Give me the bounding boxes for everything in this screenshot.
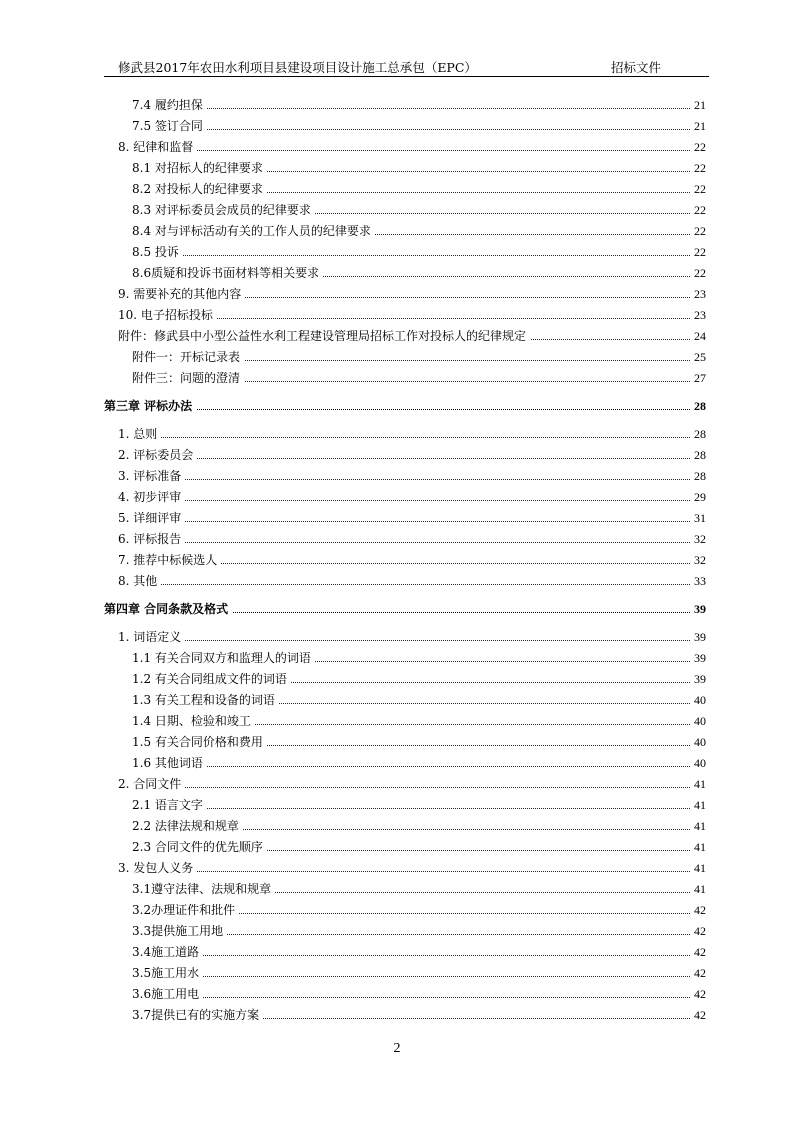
toc-entry-page-number: 22 (691, 159, 706, 177)
toc-entry-label: 1. 总则 (118, 425, 161, 443)
toc-entry-label: 3.7提供已有的实施方案 (132, 1006, 263, 1024)
toc-entry-label: 3. 评标准备 (118, 467, 185, 485)
toc-entry-label: 3. 发包人义务 (118, 859, 197, 877)
toc-entry-page-number: 32 (691, 530, 706, 548)
toc-entry-label: 1.6 其他词语 (132, 754, 207, 772)
toc-entry-label: 4. 初步评审 (118, 488, 185, 506)
toc-entry-page-number: 41 (691, 775, 706, 793)
toc-leader-dots (118, 542, 690, 543)
toc-entry-label: 3.1遵守法律、法规和规章 (132, 880, 275, 898)
toc-entry[interactable] (0, 817, 794, 835)
toc-entry[interactable] (0, 670, 794, 688)
toc-entry[interactable] (0, 264, 794, 282)
toc-entry-label: 7.5 签订合同 (132, 117, 207, 135)
toc-entry[interactable] (0, 733, 794, 751)
toc-leader-dots (132, 976, 690, 977)
toc-entry-page-number: 42 (691, 1006, 706, 1024)
toc-entry-page-number: 22 (691, 243, 706, 261)
toc-entry[interactable] (0, 222, 794, 240)
toc-entry-page-number: 42 (691, 943, 706, 961)
toc-entry-page-number: 40 (691, 712, 706, 730)
toc-entry-label: 附件三：问题的澄清 (132, 369, 244, 387)
toc-entry-label: 8.5 投诉 (132, 243, 183, 261)
toc-entry[interactable] (0, 859, 794, 877)
header-document-type: 招标文件 (611, 60, 662, 75)
toc-entry-label: 8. 其他 (118, 572, 161, 590)
toc-entry[interactable] (0, 901, 794, 919)
toc-entry-page-number: 39 (691, 600, 706, 618)
toc-entry-label: 8.1 对招标人的纪律要求 (132, 159, 267, 177)
toc-entry-label: 附件一：开标记录表 (132, 348, 244, 366)
toc-entry[interactable] (0, 117, 794, 135)
toc-entry-page-number: 33 (691, 572, 706, 590)
toc-entry-page-number: 40 (691, 691, 706, 709)
toc-entry[interactable] (0, 628, 794, 646)
toc-entry[interactable] (0, 691, 794, 709)
toc-entry-page-number: 42 (691, 964, 706, 982)
toc-entry-page-number: 22 (691, 201, 706, 219)
toc-entry-page-number: 41 (691, 880, 706, 898)
toc-entry-page-number: 27 (691, 369, 706, 387)
toc-entry[interactable] (0, 425, 794, 443)
toc-entry[interactable] (0, 551, 794, 569)
toc-entry[interactable] (0, 964, 794, 982)
toc-entry[interactable] (0, 285, 794, 303)
toc-leader-dots (118, 787, 690, 788)
toc-entry-label: 8.2 对投标人的纪律要求 (132, 180, 267, 198)
toc-entry-label: 2. 评标委员会 (118, 446, 197, 464)
toc-entry-page-number: 23 (691, 285, 706, 303)
toc-entry[interactable] (0, 348, 794, 366)
toc-entry-label: 3.4施工道路 (132, 943, 203, 961)
toc-entry-page-number: 21 (691, 96, 706, 114)
toc-entry-page-number: 42 (691, 985, 706, 1003)
toc-entry-page-number: 28 (691, 446, 706, 464)
toc-entry-page-number: 23 (691, 306, 706, 324)
toc-entry-label: 3.3提供施工用地 (132, 922, 227, 940)
toc-entry-page-number: 25 (691, 348, 706, 366)
toc-entry-page-number: 28 (691, 425, 706, 443)
toc-entry-label: 7.4 履约担保 (132, 96, 207, 114)
toc-entry-page-number: 29 (691, 488, 706, 506)
toc-leader-dots (118, 150, 690, 151)
toc-entry-label: 附件：修武县中小型公益性水利工程建设管理局招标工作对投标人的纪律规定 (118, 327, 530, 345)
toc-entry-page-number: 39 (691, 649, 706, 667)
toc-entry[interactable] (0, 943, 794, 961)
toc-chapter-entry[interactable] (0, 397, 794, 415)
toc-entry-label: 8. 纪律和监督 (118, 138, 197, 156)
toc-entry-page-number: 42 (691, 922, 706, 940)
toc-entry[interactable] (0, 243, 794, 261)
toc-entry[interactable] (0, 446, 794, 464)
toc-entry-page-number: 40 (691, 754, 706, 772)
toc-entry-label: 1.1 有关合同双方和监理人的词语 (132, 649, 315, 667)
toc-entry[interactable] (0, 649, 794, 667)
toc-entry-label: 6. 评标报告 (118, 530, 185, 548)
toc-entry[interactable] (0, 1006, 794, 1024)
toc-entry-label: 3.6施工用电 (132, 985, 203, 1003)
toc-entry-page-number: 40 (691, 733, 706, 751)
toc-entry[interactable] (0, 572, 794, 590)
toc-entry-page-number: 41 (691, 817, 706, 835)
toc-entry-page-number: 21 (691, 117, 706, 135)
toc-entry-label: 2.1 语言文字 (132, 796, 207, 814)
toc-leader-dots (132, 766, 690, 767)
toc-entry[interactable] (0, 712, 794, 730)
toc-entry[interactable] (0, 796, 794, 814)
toc-entry-label: 3.5施工用水 (132, 964, 203, 982)
toc-leader-dots (118, 458, 690, 459)
toc-entry[interactable] (0, 96, 794, 114)
toc-entry[interactable] (0, 138, 794, 156)
toc-entry[interactable] (0, 306, 794, 324)
toc-entry-page-number: 22 (691, 264, 706, 282)
toc-entry-page-number: 32 (691, 551, 706, 569)
toc-entry[interactable] (0, 880, 794, 898)
toc-entry-label: 1.5 有关合同价格和费用 (132, 733, 267, 751)
toc-leader-dots (118, 437, 690, 438)
toc-leader-dots (132, 955, 690, 956)
toc-entry[interactable] (0, 467, 794, 485)
toc-entry[interactable] (0, 201, 794, 219)
toc-leader-dots (118, 479, 690, 480)
toc-entry-page-number: 41 (691, 859, 706, 877)
toc-entry-page-number: 31 (691, 509, 706, 527)
toc-entry-page-number: 41 (691, 838, 706, 856)
toc-leader-dots (118, 500, 690, 501)
toc-entry[interactable] (0, 369, 794, 387)
toc-entry-page-number: 39 (691, 670, 706, 688)
page-header (104, 56, 709, 77)
toc-leader-dots (132, 255, 690, 256)
toc-entry[interactable] (0, 985, 794, 1003)
toc-entry[interactable] (0, 488, 794, 506)
toc-leader-dots (132, 997, 690, 998)
toc-entry[interactable] (0, 509, 794, 527)
toc-entry-label: 1. 词语定义 (118, 628, 185, 646)
page-number: 2 (393, 1041, 401, 1056)
toc-entry-label: 1.3 有关工程和设备的词语 (132, 691, 279, 709)
toc-leader-dots (132, 129, 690, 130)
toc-chapter-entry[interactable] (0, 600, 794, 618)
toc-entry-label: 8.6质疑和投诉书面材料等相关要求 (132, 264, 323, 282)
toc-entry[interactable] (0, 159, 794, 177)
toc-entry[interactable] (0, 922, 794, 940)
toc-leader-dots (132, 808, 690, 809)
toc-entry-page-number: 41 (691, 796, 706, 814)
toc-entry-page-number: 28 (691, 467, 706, 485)
toc-entry-label: 第四章 合同条款及格式 (104, 600, 232, 618)
toc-entry-label: 8.3 对评标委员会成员的纪律要求 (132, 201, 315, 219)
toc-entry-page-number: 22 (691, 222, 706, 240)
toc-entry-page-number: 42 (691, 901, 706, 919)
toc-entry-label: 10. 电子招标投标 (118, 306, 217, 324)
toc-entry-label: 8.4 对与评标活动有关的工作人员的纪律要求 (132, 222, 375, 240)
toc-entry-label: 2. 合同文件 (118, 775, 185, 793)
toc-leader-dots (118, 521, 690, 522)
toc-leader-dots (118, 871, 690, 872)
toc-leader-dots (118, 640, 690, 641)
toc-entry-label: 2.3 合同文件的优先顺序 (132, 838, 267, 856)
toc-leader-dots (118, 584, 690, 585)
toc-entry-label: 1.4 日期、检验和竣工 (132, 712, 255, 730)
toc-entry-page-number: 22 (691, 138, 706, 156)
toc-entry[interactable] (0, 530, 794, 548)
toc-entry[interactable] (0, 180, 794, 198)
toc-entry-label: 1.2 有关合同组成文件的词语 (132, 670, 291, 688)
toc-entry-page-number: 28 (691, 397, 706, 415)
toc-entry[interactable] (0, 754, 794, 772)
header-title: 修武县2017年农田水利项目县建设项目设计施工总承包（EPC） (118, 60, 477, 75)
toc-entry-page-number: 22 (691, 180, 706, 198)
toc-entry-label: 7. 推荐中标候选人 (118, 551, 221, 569)
toc-entry-label: 3.2办理证件和批件 (132, 901, 239, 919)
toc-leader-dots (132, 108, 690, 109)
toc-entry-label: 9. 需要补充的其他内容 (118, 285, 245, 303)
toc-entry-label: 2.2 法律法规和规章 (132, 817, 243, 835)
toc-entry[interactable] (0, 775, 794, 793)
toc-entry[interactable] (0, 838, 794, 856)
toc-entry[interactable] (0, 327, 794, 345)
toc-entry-page-number: 24 (691, 327, 706, 345)
toc-entry-label: 第三章 评标办法 (104, 397, 196, 415)
toc-entry-page-number: 39 (691, 628, 706, 646)
toc-entry-label: 5. 详细评审 (118, 509, 185, 527)
